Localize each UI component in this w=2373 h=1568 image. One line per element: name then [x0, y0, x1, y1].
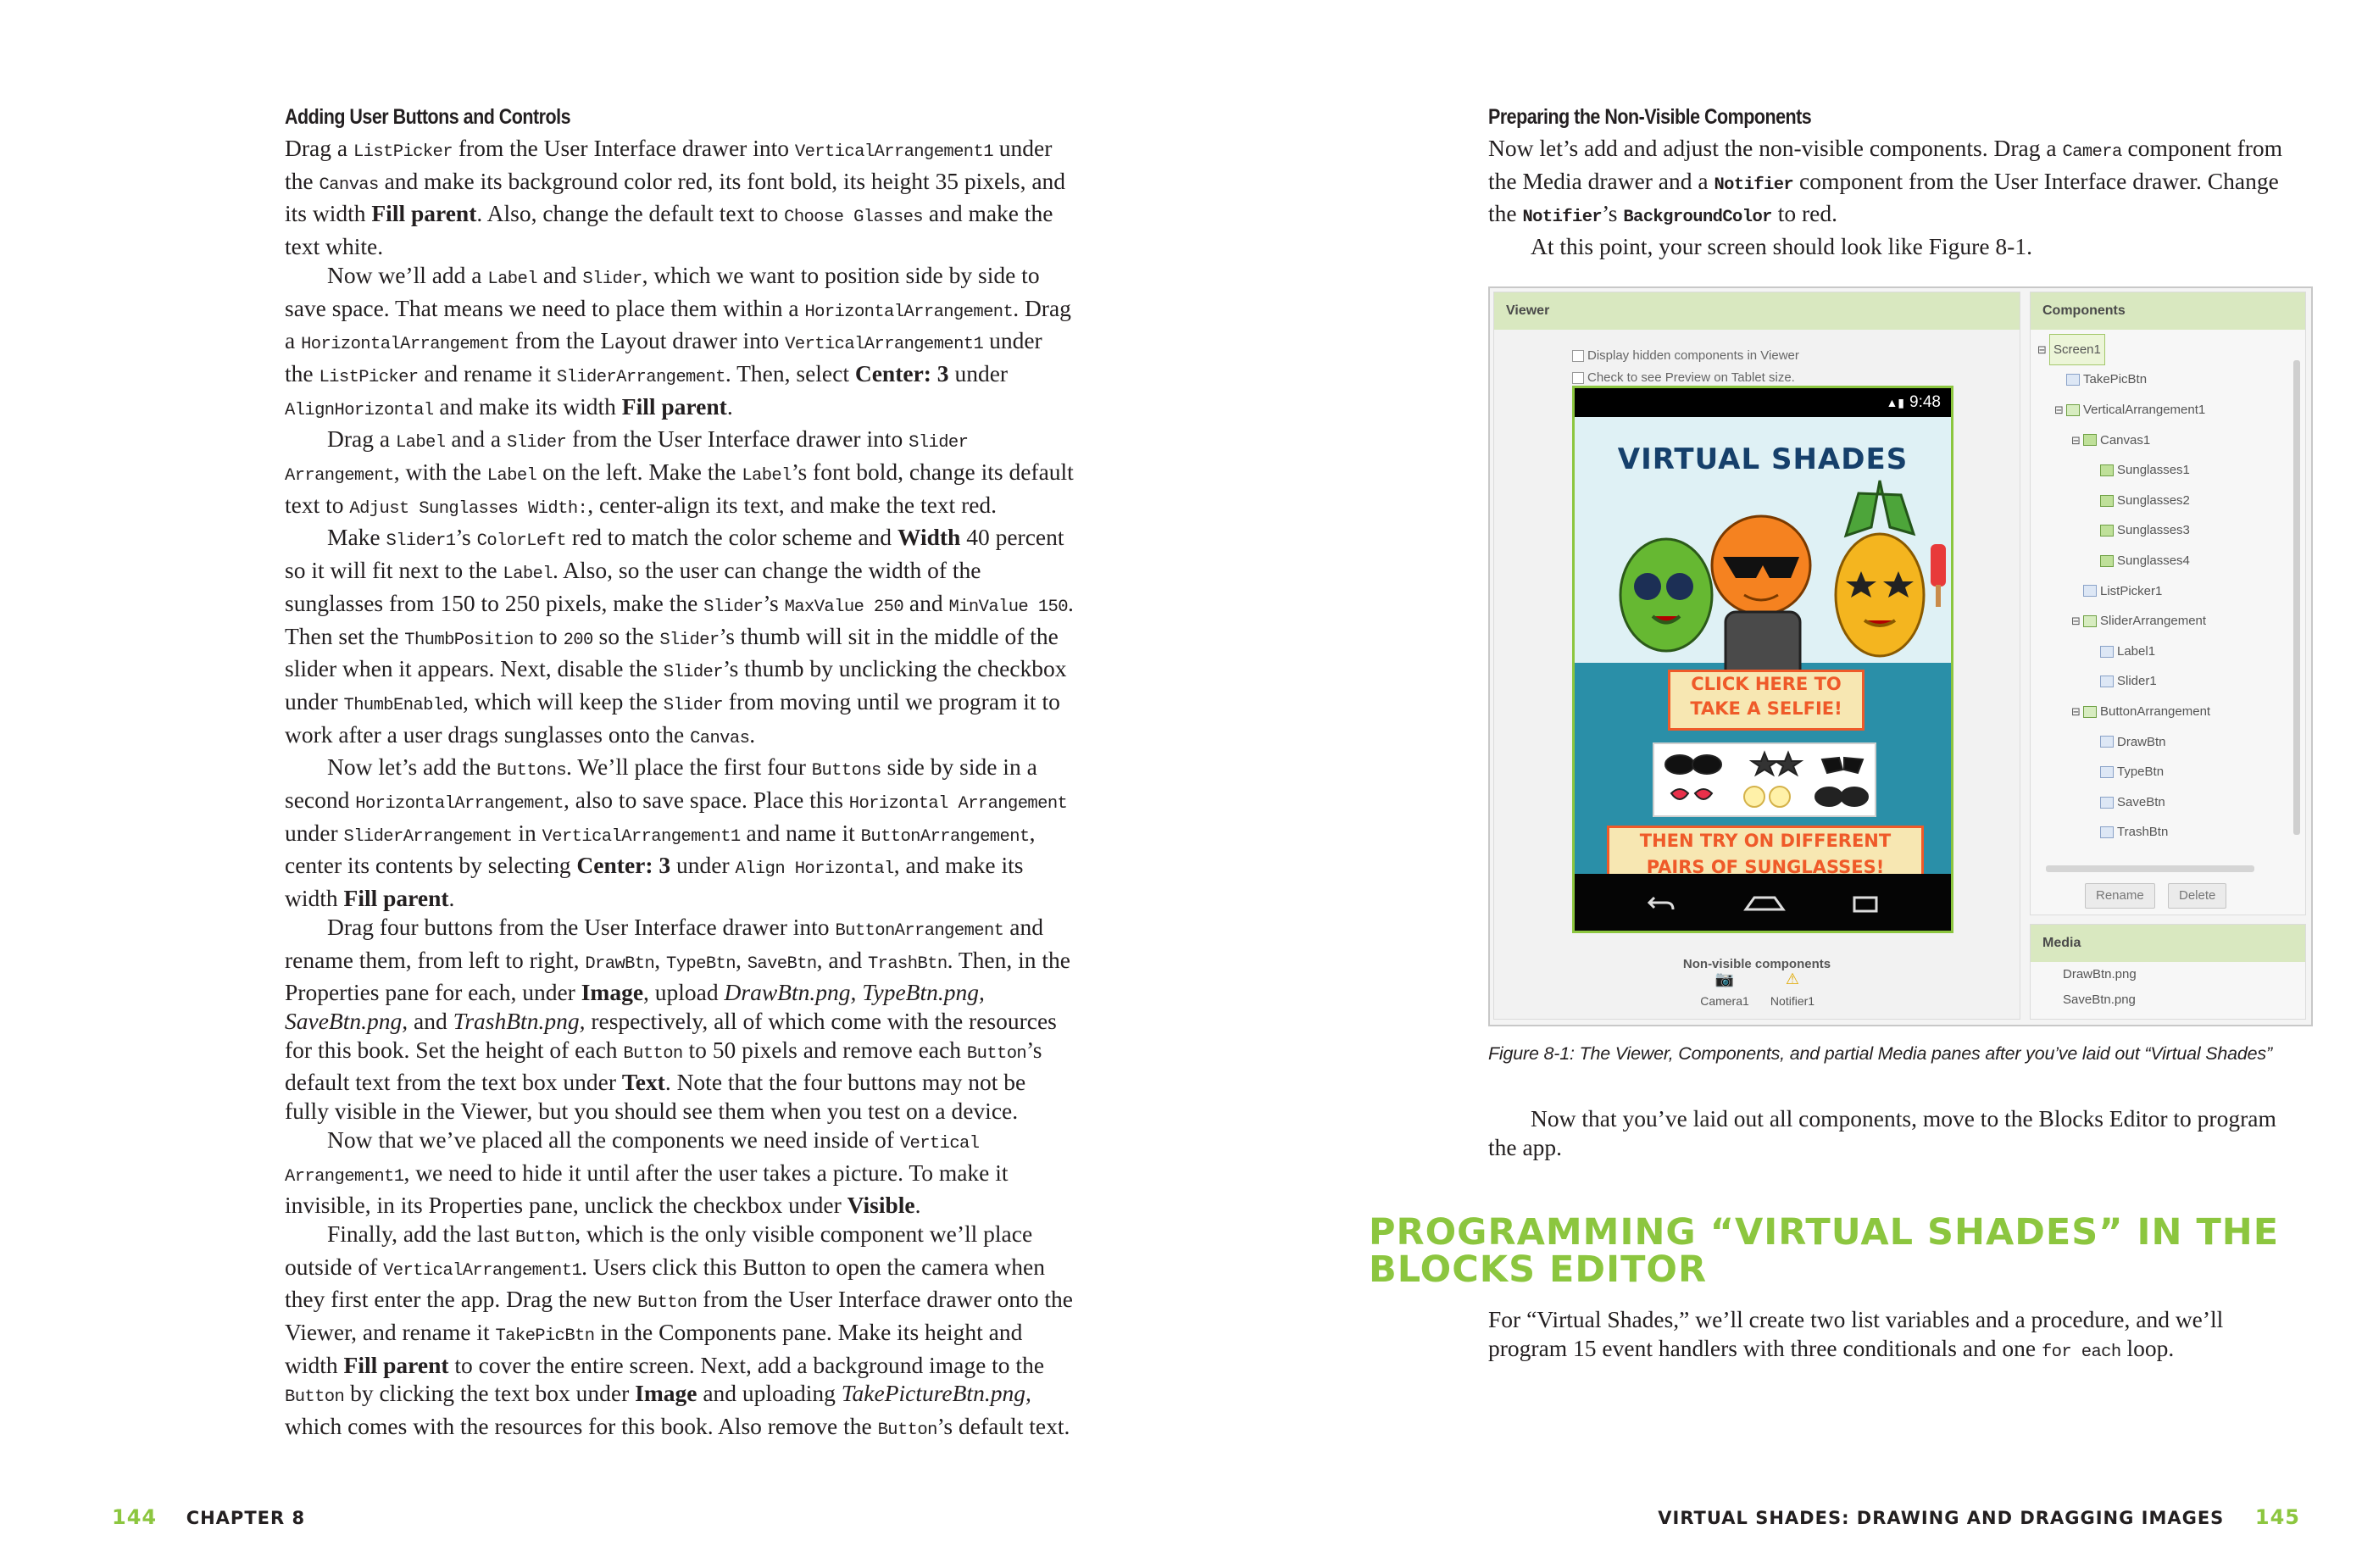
- tree-label-screen1: Screen1: [2049, 334, 2105, 366]
- tablet-preview-label: Check to see Preview on Tablet size.: [1587, 370, 1795, 385]
- paragraph-figure-ref: At this point, your screen should look like Figure 8-1.: [1531, 233, 2032, 260]
- page-number-right: 145: [2254, 1505, 2300, 1529]
- section-heading-nonvisible: Preparing the Non-Visible Components: [1488, 105, 1812, 129]
- paragraph-hide-arrangement: Now that we’ve placed all the components we need inside of Vertical Arrangement1, we need to hide it until after the user takes a picture. To make it invisible, in its Properties pane, unclick the checkbox under Visible.: [285, 1126, 1009, 1219]
- display-hidden-label: Display hidden components in Viewer: [1587, 348, 1799, 363]
- image-sprite-icon: [2100, 495, 2114, 507]
- collapse-icon[interactable]: ⊟: [2071, 433, 2081, 447]
- collapse-icon[interactable]: ⊟: [2037, 342, 2047, 356]
- horizontal-scrollbar[interactable]: [2046, 865, 2254, 872]
- cta-line-1: CLICK HERE TO: [1691, 673, 1842, 694]
- tree-item-verticalarrangement1[interactable]: [2037, 395, 2292, 425]
- paragraph-nonvisible: Now let’s add and adjust the non-visible components. Drag a Camera component from the Media drawer and a Notifier component from the User Interface drawer. Change the Notifier’s BackgroundColor to red.: [1488, 135, 2283, 228]
- nonvisible-components-header: Non-visible components: [1682, 956, 1831, 971]
- tree-item-sliderarrangement[interactable]: [2037, 606, 2292, 637]
- delete-button[interactable]: Delete: [2168, 883, 2226, 909]
- status-time: 9:48: [1909, 392, 1941, 411]
- paragraph-buttons: Now let’s add the Buttons. We’ll place the first four Buttons side by side in a second HorizontalArrangement, also to save space. Place this Horizontal Arrangement under SliderArrangement in VerticalArrangement1 and name it ButtonArrangement, center its contents by selecting Center: 3 under Align Horizontal, and make its width Fill parent.: [285, 753, 1068, 912]
- phone-status-bar: [1575, 388, 1951, 417]
- paragraph-label-slider: Now we’ll add a Label and Slider, which we want to position side by side to save space. That means we need to place them within a HorizontalArrangement. Drag a HorizontalArrangement from the Layout drawer into VerticalArrangement1 under the ListPicker and rename it SliderArrangement. Then, select Center: 3 under AlignHorizontal and make its width Fill parent.: [285, 261, 1071, 420]
- paragraph-four-buttons: Drag four buttons from the User Interface drawer into ButtonArrangement and rename them, from left to right, DrawBtn, TypeBtn, SaveBtn, and TrashBtn. Then, in the Properties pane for each, under Image, upload DrawBtn.png, TypeBtn.png, SaveBtn.png, and TrashBtn.png, respectively, all of which come with the resources for this book. Set the height of each Button to 50 pixels and remove each Button’s default text from the text box under Text. Note that the four buttons may not be fully visible in the Viewer, but you should see them when you test on a device.: [285, 913, 1070, 1125]
- tree-label: Slider1: [2117, 674, 2157, 689]
- tree-item-sunglasses3[interactable]: [2037, 515, 2292, 546]
- left-page-body: [285, 100, 1075, 1445]
- tree-item-screen1[interactable]: [2037, 335, 2292, 365]
- tree-item-buttonarrangement[interactable]: [2037, 697, 2292, 727]
- image-sprite-icon: [2100, 464, 2114, 476]
- button-icon: [2100, 766, 2114, 778]
- paragraph-drag-label: Drag a Label and a Slider from the User Interface drawer into Slider Arrangement, with the Label on the left. Make the Label’s font bold, change its default text to Adjust Sunglasses Width:, center-align its text, and make the text red.: [285, 425, 1074, 519]
- tree-label: SliderArrangement: [2100, 614, 2207, 629]
- tree-item-drawbtn[interactable]: [2037, 727, 2292, 758]
- right-page-body: [1488, 100, 2288, 1161]
- paragraph-last-button: Finally, add the last Button, which is the only visible component we’ll place outside of VerticalArrangement1. Users click this Button to open the camera when they first enter the app. Drag the new Button from the User Interface drawer onto the Viewer, and rename it TakePicBtn in the Components pane. Make its height and width Fill parent to cover the entire screen. Next, add a background image to the Button by clicking the text box under Image and uploading TakePictureBtn.png, which comes with the resources for this book. Also remove the Button’s default text.: [285, 1220, 1074, 1441]
- warning-icon: ⚠: [1785, 970, 1800, 987]
- tree-label: TrashBtn: [2117, 825, 2169, 840]
- notifier1-label: Notifier1: [1770, 993, 1815, 1008]
- slider-icon: [2100, 676, 2114, 687]
- camera1-component[interactable]: [1691, 970, 1759, 1016]
- signal-icon: ▲▮: [1886, 395, 1905, 409]
- collapse-icon[interactable]: ⊟: [2071, 614, 2081, 628]
- image-sprite-icon: [2100, 555, 2114, 567]
- arrangement-icon: [2066, 404, 2080, 416]
- tree-item-label1[interactable]: [2037, 637, 2292, 667]
- left-page: [0, 0, 1186, 1568]
- tree-item-trashbtn[interactable]: [2037, 817, 2292, 848]
- tree-item-sunglasses1[interactable]: [2037, 455, 2292, 486]
- fruit-characters-illustration: [1575, 476, 1951, 688]
- display-hidden-checkbox[interactable]: [1572, 350, 1584, 362]
- tree-label: Sunglasses4: [2117, 553, 2190, 568]
- tree-item-sunglasses2[interactable]: [2037, 486, 2292, 516]
- button-icon: [2066, 374, 2080, 386]
- tree-label: TakePicBtn: [2083, 372, 2148, 387]
- figure-app-inventor-screenshot: [1488, 286, 2313, 1026]
- collapse-icon[interactable]: ⊟: [2071, 704, 2081, 718]
- tree-label: VerticalArrangement1: [2083, 403, 2206, 417]
- notifier1-component[interactable]: [1759, 970, 1826, 1016]
- camera-icon: 📷: [1714, 970, 1735, 987]
- sunglasses-icons: [1654, 744, 1875, 815]
- components-panel: [2030, 292, 2306, 915]
- tree-label: Label1: [2117, 643, 2156, 659]
- tree-label: DrawBtn: [2117, 734, 2166, 749]
- running-head-right: VIRTUAL SHADES: DRAWING AND DRAGGING IMAGES: [1658, 1508, 2225, 1528]
- vertical-scrollbar[interactable]: [2293, 360, 2300, 835]
- media-item-savebtn[interactable]: SaveBtn.png: [2063, 992, 2136, 1007]
- tree-item-takepicbtn[interactable]: [2037, 364, 2292, 395]
- right-footer: [1658, 1503, 2300, 1532]
- tree-label: Sunglasses3: [2117, 523, 2190, 538]
- cta2-line-2: PAIRS OF SUNGLASSES!: [1646, 856, 1885, 874]
- tree-label: ButtonArrangement: [2100, 703, 2211, 719]
- tree-item-savebtn[interactable]: [2037, 787, 2292, 818]
- cta-line-2: TAKE A SELFIE!: [1690, 698, 1842, 719]
- tree-label: Sunglasses1: [2117, 463, 2190, 478]
- tree-item-slider1[interactable]: [2037, 666, 2292, 697]
- button-icon: [2100, 736, 2114, 748]
- app-title: VIRTUAL SHADES: [1617, 442, 1909, 476]
- cta2-line-1: THEN TRY ON DIFFERENT: [1639, 830, 1892, 851]
- take-selfie-button[interactable]: [1668, 670, 1864, 731]
- arrangement-icon: [2083, 615, 2097, 627]
- left-footer: [112, 1503, 305, 1532]
- button-icon: [2100, 797, 2114, 809]
- sunglasses-samples: [1653, 742, 1876, 817]
- section-title-programming: PROGRAMMING “VIRTUAL SHADES” IN THE BLOCKS EDITOR: [1369, 1211, 2280, 1291]
- try-sunglasses-banner: [1607, 826, 1924, 874]
- right-page: [1186, 0, 2373, 1568]
- tree-item-sunglasses4[interactable]: [2037, 546, 2292, 576]
- button-icon: [2100, 826, 2114, 838]
- collapse-icon[interactable]: ⊟: [2054, 403, 2064, 416]
- viewer-header: Viewer: [1494, 292, 2020, 330]
- section-heading-user-buttons: Adding User Buttons and Controls: [285, 105, 571, 129]
- tree-label: Canvas1: [2100, 432, 2151, 448]
- component-tree: [2037, 335, 2292, 848]
- paragraph-listpicker: Drag a ListPicker from the User Interface drawer into VerticalArrangement1 under the Canvas and make its background color red, its font bold, its height 35 pixels, and its width Fill parent. Also, change the default text to Choose Glasses and make the text white.: [285, 135, 1066, 260]
- image-sprite-icon: [2100, 525, 2114, 537]
- android-nav-bar: [1575, 874, 1951, 931]
- camera1-label: Camera1: [1700, 993, 1749, 1008]
- listpicker-icon: [2083, 585, 2097, 597]
- recents-icon: [1854, 898, 1876, 911]
- running-head-left: CHAPTER 8: [186, 1508, 306, 1528]
- tree-item-listpicker1[interactable]: [2037, 576, 2292, 607]
- label-icon: [2100, 646, 2114, 658]
- rename-button[interactable]: Rename: [2085, 883, 2155, 909]
- tree-item-canvas1[interactable]: [2037, 425, 2292, 456]
- tablet-preview-checkbox[interactable]: [1572, 372, 1584, 384]
- tree-label: Sunglasses2: [2117, 492, 2190, 508]
- nav-buttons: [1575, 874, 1951, 931]
- canvas-icon: [2083, 434, 2097, 446]
- right-page-tail: [1488, 1305, 2288, 1366]
- tree-label: TypeBtn: [2117, 765, 2165, 780]
- paragraph-slider-settings: Make Slider1’s ColorLeft red to match the color scheme and Width 40 percent so it will fit next to the Label. Also, so the user can change the width of the sunglasses from 150 to 250 pixels, make the Slider’s MaxValue 250 and MinValue 150. Then set the ThumbPosition to 200 so the Slider’s thumb will sit in the middle of the slider when it appears. Next, disable the Slider’s thumb by unclicking the checkbox under ThumbEnabled, which will keep the Slider from moving until we program it to work after a user drags sunglasses onto the Canvas.: [285, 524, 1074, 748]
- media-header: Media: [2031, 925, 2305, 962]
- page-number-left: 144: [112, 1505, 158, 1529]
- app-screen: [1575, 417, 1951, 874]
- media-item-drawbtn[interactable]: DrawBtn.png: [2063, 966, 2137, 981]
- arrangement-icon: [2083, 706, 2097, 718]
- paragraph-move-to-blocks: Now that you’ve laid out all components, move to the Blocks Editor to program the app.: [1488, 1104, 2276, 1160]
- tree-label: SaveBtn: [2117, 794, 2165, 809]
- figure-caption: Figure 8-1: The Viewer, Components, and partial Media panes after you’ve laid out “Virtual Shades”: [1488, 1043, 2272, 1064]
- media-panel: [2030, 924, 2306, 1020]
- phone-preview: [1572, 386, 1953, 933]
- viewer-panel: [1493, 292, 2020, 1020]
- paragraph-overview: For “Virtual Shades,” we’ll create two list variables and a procedure, and we’ll program 15 event handlers with three conditionals and one for each loop.: [1488, 1306, 2224, 1362]
- tree-item-typebtn[interactable]: [2037, 757, 2292, 787]
- tree-label: ListPicker1: [2100, 583, 2163, 598]
- components-header: Components: [2031, 292, 2305, 330]
- home-icon: [1746, 898, 1783, 909]
